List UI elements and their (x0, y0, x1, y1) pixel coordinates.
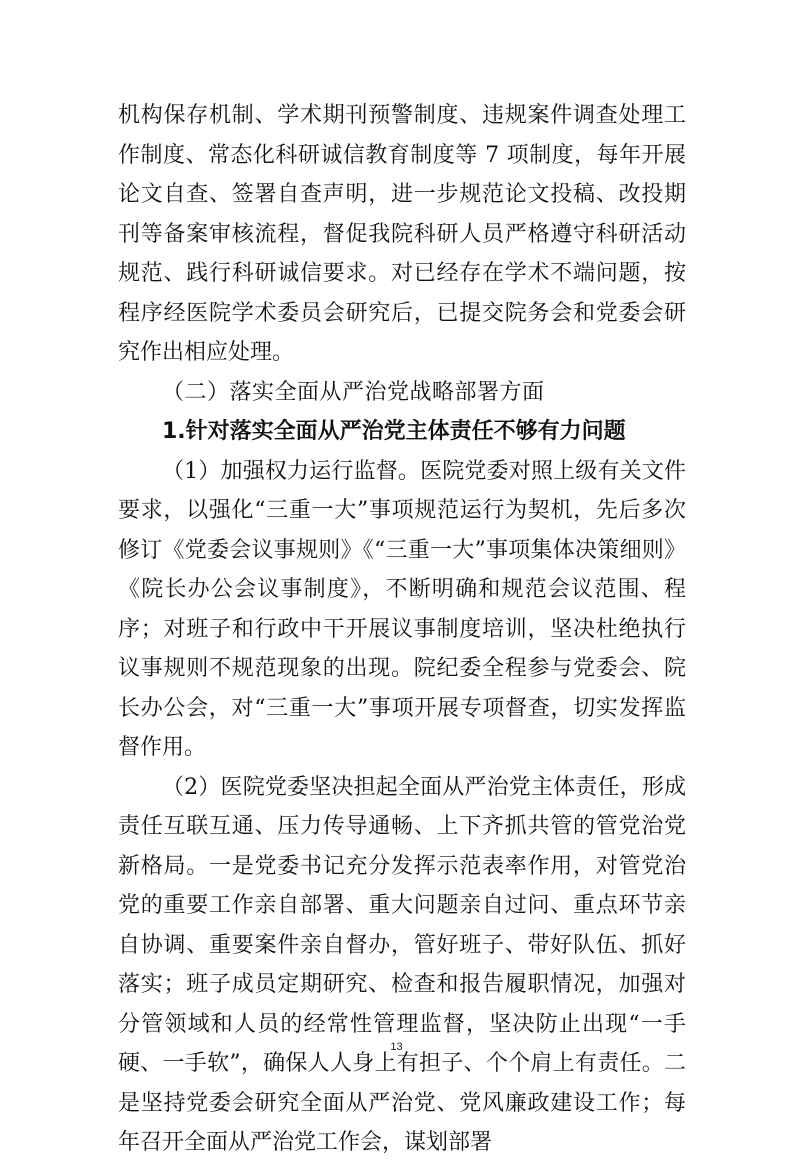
section-heading-bold: 1.针对落实全面从严治党主体责任不够有力问题 (162, 419, 626, 444)
paragraph-continuation: 机构保存机制、学术期刊预警制度、违规案件调查处理工作制度、常态化科研诚信教育制度等 7 项制度，每年开展论文自查、签署自查声明，进一步规范论文投稿、改投期刊等备案审核流程，督促我院科研人员严格遵守科研活动规范、践行科研诚信要求。对已经存在学术不端问题，按程序经医院学术委员会研究后，已提交院务会和党委会研究作出相应处理。 (118, 103, 686, 365)
section-subheading: （二）落实全面从严治党战略部署方面 (162, 379, 545, 405)
page-number: 13 (390, 1041, 403, 1053)
body-text (118, 96, 686, 1163)
paragraph-power-supervision: （1）加强权力运行监督。医院党委对照上级有关文件要求，以强化“三重一大”事项规范运行为契机，先后多次修订《党委会议事规则》《“三重一大”事项集体决策细则》《院长办公会议事制度》，不断明确和规范会议范围、程序；对班子和行政中干开展议事制度培训，坚决杜绝执行议事规则不规范现象的出现。院纪委全程参与党委会、院长办公会，对“三重一大”事项开展专项督查，切实发挥监督作用。 (118, 458, 686, 760)
paragraph-party-responsibility: （2）医院党委坚决担起全面从严治党主体责任，形成责任互联互通、压力传导通畅、上下齐抓共管的管党治党新格局。一是党委书记充分发挥示范表率作用，对管党治党的重要工作亲自部署、重大问题亲自过问、重点环节亲自协调、重要案件亲自督办，管好班子、带好队伍、抓好落实；班子成员定期研究、检查和报告履职情况，加强对分管领域和人员的经常性管理监督，坚决防止出现“一手硬、一手软”，确保人人身上有担子、个个肩上有责任。二是坚持党委会研究全面从严治党、党风廉政建设工作；每年召开全面从严治党工作会，谋划部署 (118, 774, 686, 1155)
